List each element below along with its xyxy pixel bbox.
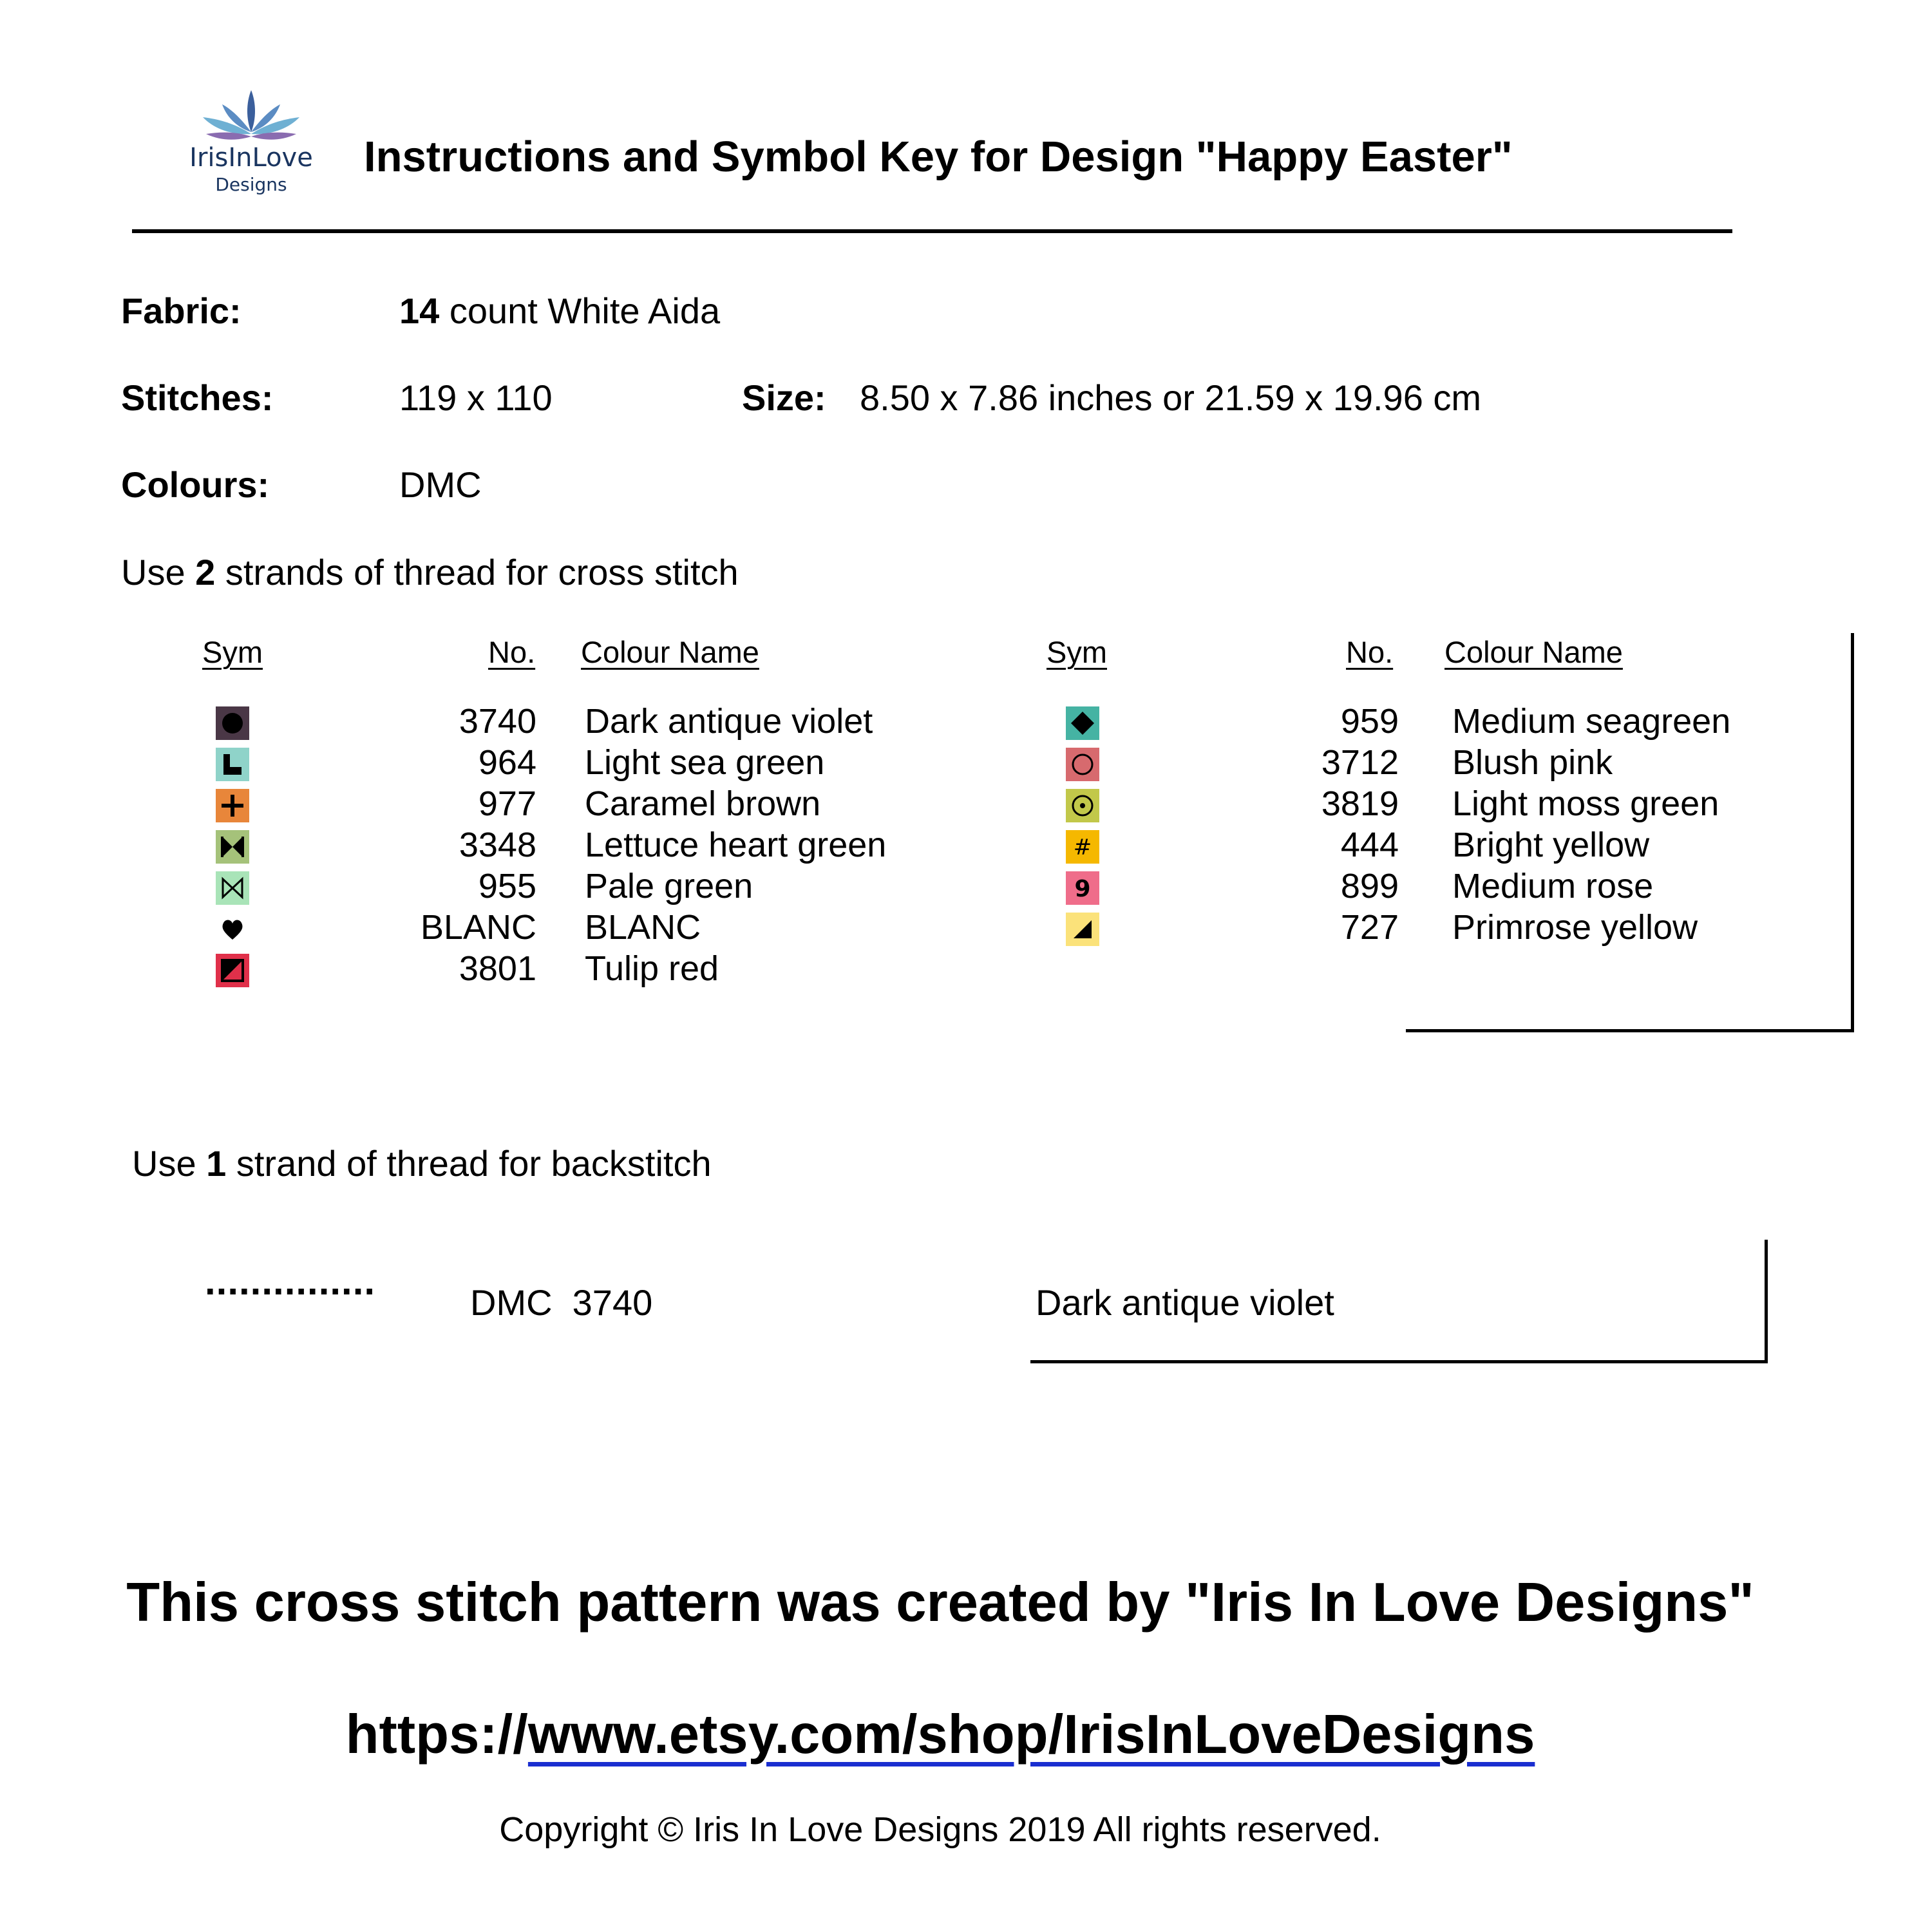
size-label: Size:	[742, 377, 826, 418]
right-no-header: No.	[1346, 635, 1394, 669]
dmc-number: 959	[1340, 702, 1399, 741]
brand-logo	[187, 84, 316, 200]
logo-subtitle: Designs	[215, 174, 287, 195]
left-sym-header: Sym	[202, 635, 263, 669]
colour-name: Medium rose	[1452, 867, 1654, 905]
colour-name: Primrose yellow	[1452, 908, 1698, 947]
cross-note-post: strands of thread for cross stitch	[225, 552, 739, 592]
dmc-number: 444	[1340, 826, 1399, 864]
heart-icon	[216, 913, 249, 946]
colours-label: Colours:	[121, 464, 270, 505]
colour-name: Blush pink	[1452, 743, 1613, 782]
colour-name: Dark antique violet	[585, 702, 873, 741]
colour-name: Lettuce heart green	[585, 826, 887, 864]
shop-url-prefix: https://	[345, 1704, 528, 1765]
stitches-label: Stitches:	[121, 377, 274, 418]
colour-name: Light sea green	[585, 743, 825, 782]
logo-name: IrisInLove	[189, 143, 313, 173]
title-divider	[132, 229, 1732, 233]
page-title: Instructions and Symbol Key for Design "Happy Easter"	[364, 133, 1513, 181]
diagonal-square-icon	[216, 954, 249, 987]
key-border-bottom	[1406, 1029, 1854, 1032]
backstitch-border-right	[1765, 1240, 1768, 1363]
colour-name: Bright yellow	[1452, 826, 1650, 864]
back-note-post: strand of thread for backstitch	[236, 1143, 712, 1184]
dmc-number: 955	[478, 867, 536, 905]
cross-note-pre: Use	[121, 552, 185, 592]
nine-icon	[1066, 871, 1099, 905]
backstitch-line-sample: ...............	[205, 1260, 376, 1303]
bowtie-outline-icon	[216, 871, 249, 905]
dmc-number: 3712	[1321, 743, 1399, 782]
dmc-number: 3740	[459, 702, 536, 741]
cross-note-strands: 2	[195, 552, 216, 592]
dmc-number: 3348	[459, 826, 536, 864]
backstitch-colour-name: Dark antique violet	[1036, 1282, 1334, 1323]
left-no-header: No.	[488, 635, 536, 669]
dmc-number: BLANC	[420, 908, 536, 947]
corner-block-icon	[216, 748, 249, 781]
copyright-notice: Copyright © Iris In Love Designs 2019 All rights reserved.	[499, 1810, 1381, 1849]
stitches-value: 119 x 110	[399, 377, 553, 418]
colours-value: DMC	[399, 464, 482, 505]
dmc-number: 899	[1340, 867, 1399, 905]
triangle-icon	[1066, 913, 1099, 946]
diamond-icon	[1066, 706, 1099, 740]
colour-name: Tulip red	[585, 949, 719, 988]
dmc-number: 977	[478, 784, 536, 823]
dmc-number: 3819	[1321, 784, 1399, 823]
shop-url	[0, 1703, 1880, 1766]
hash-icon	[1066, 830, 1099, 864]
dmc-number: 964	[478, 743, 536, 782]
svg-text:#: #	[1073, 835, 1092, 860]
bowtie-filled-icon	[216, 830, 249, 864]
fabric-label: Fabric:	[121, 290, 242, 331]
left-name-header: Colour Name	[581, 635, 759, 669]
key-border-right	[1851, 633, 1854, 1032]
dot-circle-icon	[1066, 789, 1099, 822]
colour-name: Light moss green	[1452, 784, 1719, 823]
fabric-count: 14	[399, 290, 440, 331]
filled-circle-icon	[216, 706, 249, 740]
colour-name: Caramel brown	[585, 784, 821, 823]
plus-icon	[216, 789, 249, 822]
colour-name: BLANC	[585, 908, 701, 947]
svg-text:9: 9	[1074, 876, 1091, 902]
backstitch-note	[132, 1142, 712, 1184]
colour-name: Medium seagreen	[1452, 702, 1731, 741]
backstitch-code: DMC 3740	[470, 1282, 653, 1323]
dmc-number: 3801	[459, 949, 536, 988]
right-name-header: Colour Name	[1444, 635, 1623, 669]
right-sym-header: Sym	[1046, 635, 1107, 669]
dmc-number: 727	[1340, 908, 1399, 947]
size-value: 8.50 x 7.86 inches or 21.59 x 19.96 cm	[860, 377, 1482, 418]
cross-stitch-note	[121, 551, 739, 593]
fabric-text: count White Aida	[449, 290, 721, 331]
open-circle-icon	[1066, 748, 1099, 781]
fabric-value	[399, 290, 720, 332]
lotus-icon	[187, 84, 316, 142]
back-note-strands: 1	[206, 1143, 227, 1184]
shop-link[interactable]: www.etsy.com/shop/IrisInLoveDesigns	[527, 1704, 1535, 1765]
colour-name: Pale green	[585, 867, 753, 905]
back-note-pre: Use	[132, 1143, 196, 1184]
designer-credit: This cross stitch pattern was created by "Iris In Love Designs"	[126, 1572, 1754, 1633]
backstitch-border-bottom	[1030, 1360, 1768, 1363]
